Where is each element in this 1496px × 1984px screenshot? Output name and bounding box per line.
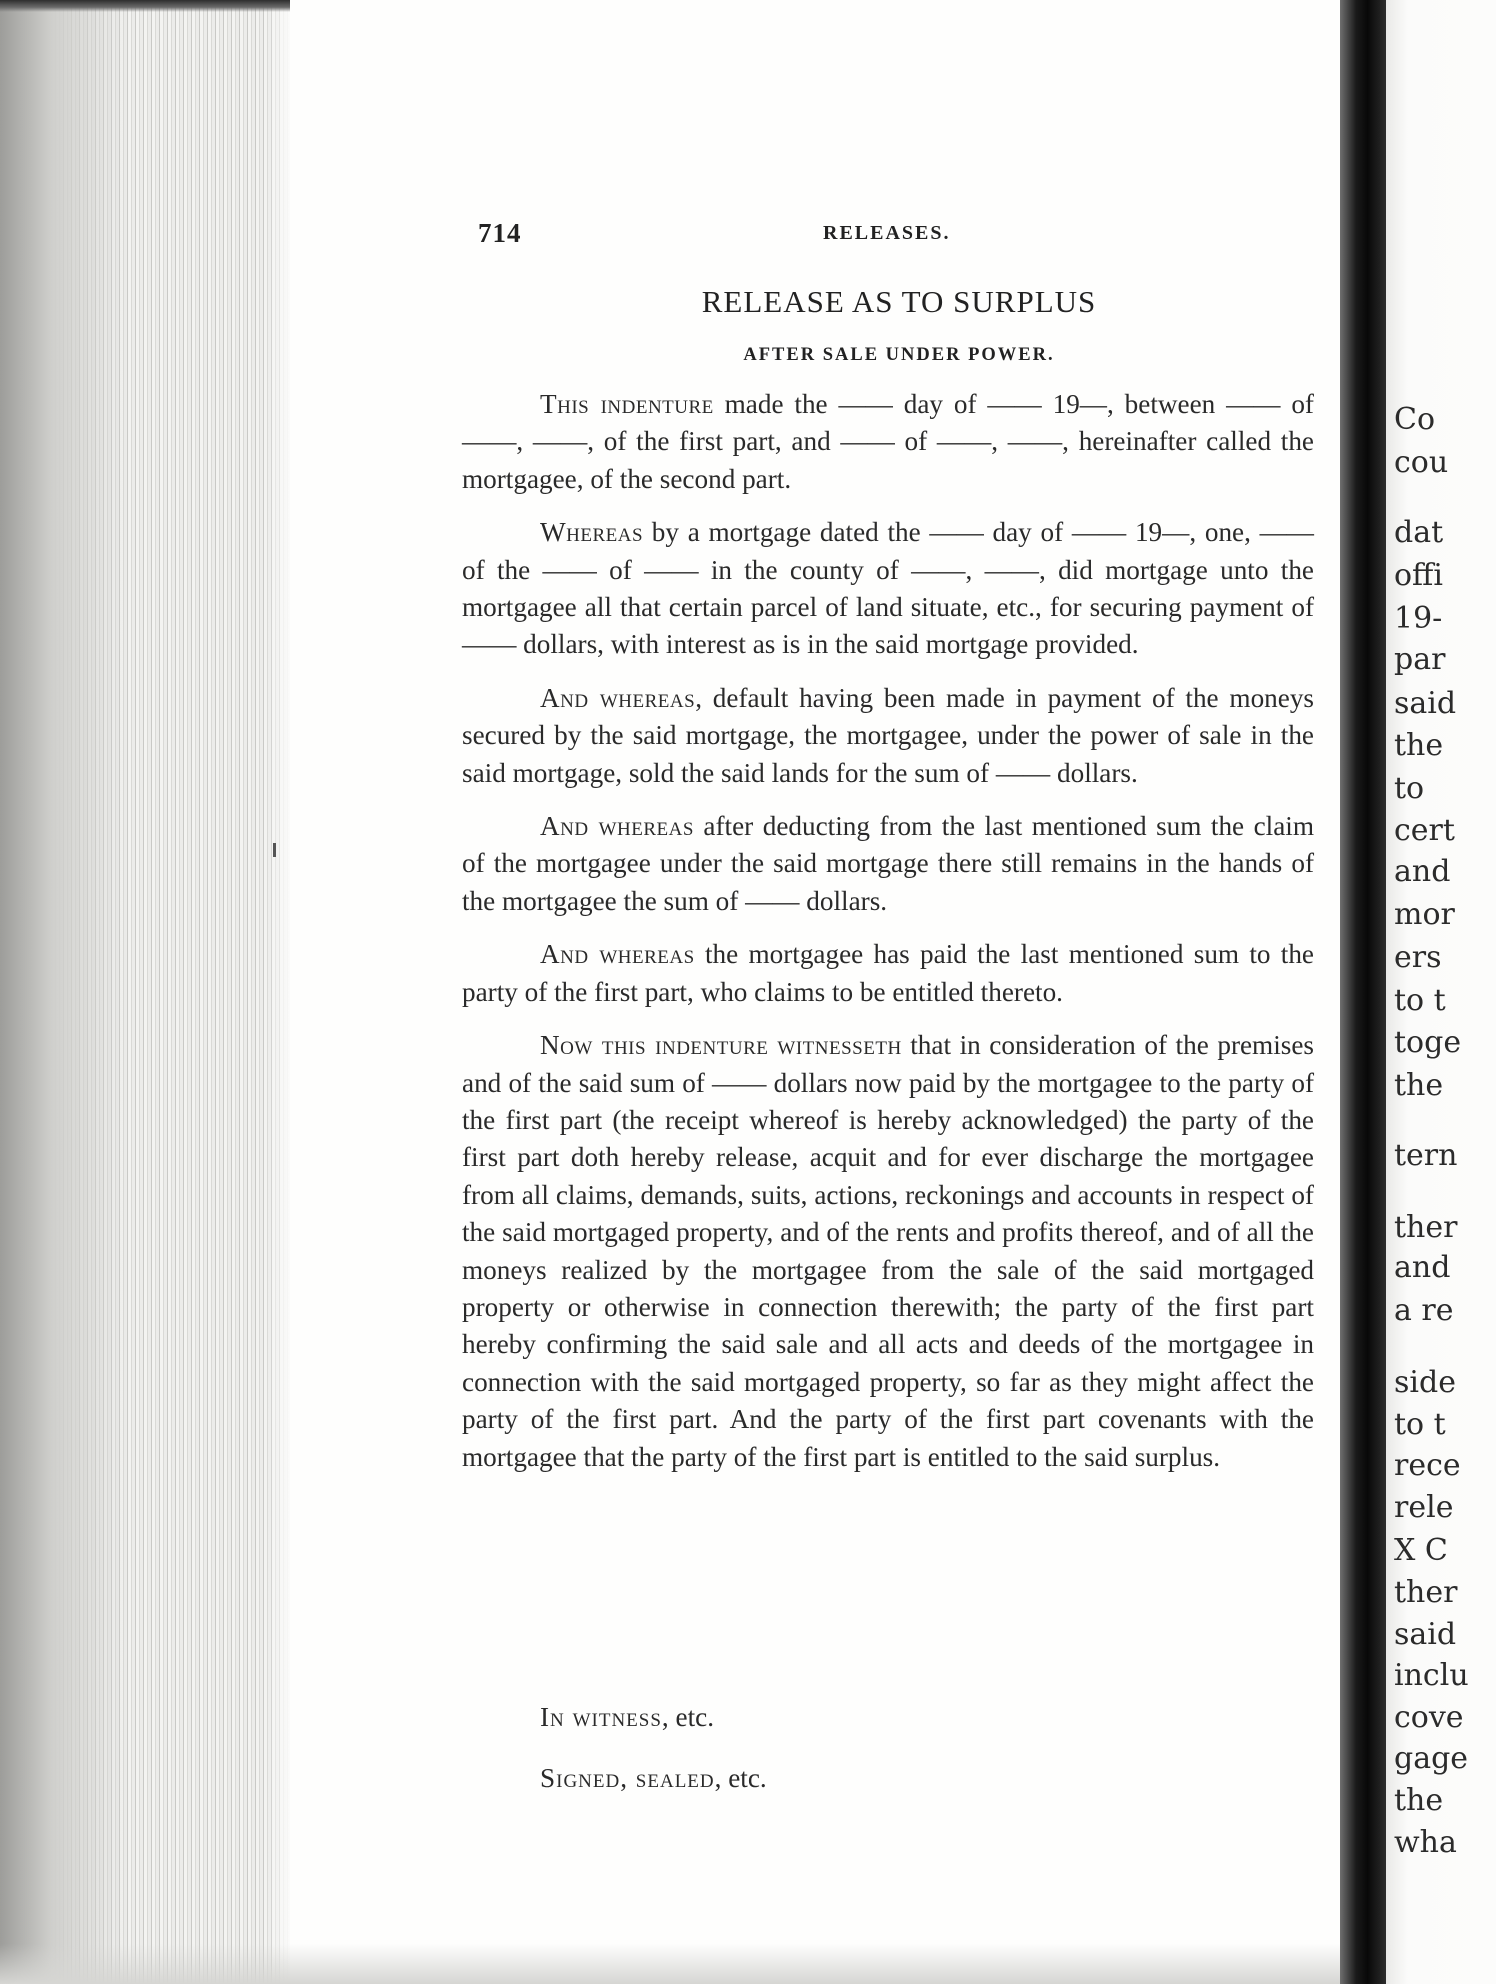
- facing-page-fragment: said: [1394, 686, 1457, 721]
- paragraph-lead: Now this indenture witnesseth: [540, 1030, 902, 1061]
- facing-page-fragment: a re: [1394, 1293, 1454, 1328]
- facing-page-fragment: par: [1394, 642, 1446, 677]
- facing-page-fragment: to: [1394, 771, 1425, 806]
- book-gutter: [1340, 0, 1386, 1984]
- facing-page-fragment: X C: [1394, 1533, 1448, 1568]
- facing-page-fragment: to t: [1394, 1407, 1446, 1442]
- paragraph-lead: And whereas: [540, 811, 694, 842]
- form-title: RELEASE AS TO SURPLUS: [701, 284, 1097, 319]
- paragraph-indenture: [462, 386, 1314, 498]
- facing-page-fragment: to t: [1394, 983, 1446, 1018]
- closing-lead: In witness: [540, 1702, 662, 1732]
- running-head: [478, 218, 1320, 258]
- facing-page-fragment: the: [1394, 1783, 1444, 1818]
- paragraph-lead: And whereas: [540, 682, 696, 713]
- facing-page-fragment: said: [1394, 1617, 1457, 1652]
- facing-page-fragment: the: [1394, 728, 1444, 763]
- facing-page-fragment: 19-: [1394, 601, 1443, 636]
- paragraph-text: that in consideration of the premises and of the said sum of —— dollars now paid by the mortgagee to the party of the first part (the receipt whereof is hereby acknowledged) the party of the first part doth hereby release, acquit and for ever discharge the mortgagee from all claims, demands, suits, actions, reckonings and accounts in respect of the said mortgaged property, and of the rents and profits thereof, and of all the moneys realized by the mortgagee from the sale of the said mortgaged property or otherwise in connection therewith; the party of the first part hereby confirming the said sale and all acts and deeds of the mortgagee in connection with the said mortgaged property, so far as they might affect the party of the first part. And the party of the first part covenants with the mortgagee that the party of the first part is entitled to the said surplus.: [462, 1030, 1314, 1472]
- paragraph-whereas-paid: [462, 936, 1314, 1011]
- page-number: 714: [478, 218, 522, 248]
- facing-page-fragment: cert: [1394, 813, 1455, 848]
- paragraph-lead: Whereas: [540, 517, 644, 548]
- facing-page-fragment: ers: [1394, 940, 1442, 975]
- form-body: [462, 386, 1314, 1476]
- facing-page-fragment: wha: [1394, 1825, 1457, 1860]
- closing-text: , etc.: [714, 1763, 767, 1793]
- facing-page-fragment: rece: [1394, 1448, 1461, 1483]
- paragraph-whereas-default: [462, 680, 1314, 792]
- in-witness-line: [540, 1702, 714, 1733]
- paragraph-text: the mortgagee has paid the last mentioned sum to the party of the first part, who claims to be entitled thereto.: [462, 939, 1315, 1007]
- facing-page-fragment: cove: [1394, 1700, 1464, 1735]
- facing-page-fragment: tern: [1394, 1138, 1458, 1173]
- facing-page-fragment: Co: [1394, 402, 1436, 437]
- paragraph-text: , default having been made in payment of the moneys secured by the said mortgage, the mortgagee, under the power of sale in the said mortgage, sold the said lands for the sum of —— dollars.: [462, 682, 1314, 788]
- facing-page-fragment: and: [1394, 854, 1451, 889]
- facing-page-fragment: cou: [1394, 445, 1449, 480]
- facing-page-fragment: offi: [1394, 558, 1443, 593]
- closing-text: , etc.: [661, 1702, 714, 1732]
- paragraph-text: made the —— day of —— 19—, between —— of ——, ——, of the first part, and —— of ——, ——, hereinafter called the mortgagee, of the second part.: [462, 389, 1314, 494]
- facing-page-fragment: side: [1394, 1365, 1456, 1400]
- paragraph-whereas-surplus: [462, 808, 1314, 920]
- facing-page-fragment: gage: [1394, 1741, 1469, 1776]
- form-subtitle: AFTER SALE UNDER POWER.: [743, 345, 1055, 365]
- facing-page-fragment: ther: [1394, 1575, 1458, 1610]
- page-bottom-shade: [0, 1944, 1350, 1984]
- facing-page-fragment: rele: [1394, 1490, 1454, 1525]
- facing-page-fragment: mor: [1394, 897, 1455, 932]
- paragraph-lead: This indenture: [540, 389, 714, 419]
- paragraph-whereas-mortgage: [462, 514, 1314, 664]
- facing-page-fragment: inclu: [1394, 1658, 1469, 1693]
- signed-sealed-line: [540, 1763, 767, 1794]
- facing-page: [1386, 0, 1496, 1984]
- closing-lead: Signed, sealed: [540, 1763, 715, 1793]
- book-page-edges: [0, 0, 290, 1984]
- edge-mark: [273, 843, 276, 857]
- facing-page-fragment: and: [1394, 1250, 1451, 1285]
- paragraph-text: by a mortgage dated the —— day of —— 19—, one, —— of the —— of —— in the county of ——, ——, did mortgage unto the mortgagee all that certain parcel of land situate, etc., for securing payment of —— dollars, with interest as is in the said mortgage provided.: [462, 517, 1314, 660]
- paragraph-text: after deducting from the last mentioned sum the claim of the mortgagee under the said mortgage there still remains in the hands of the mortgagee the sum of —— dollars.: [462, 811, 1315, 916]
- facing-page-fragment: ther: [1394, 1210, 1458, 1245]
- paragraph-witnesseth: [462, 1027, 1314, 1476]
- paragraph-lead: And whereas: [540, 939, 695, 970]
- facing-page-fragment: toge: [1394, 1025, 1462, 1060]
- running-head-title: RELEASES.: [823, 222, 951, 244]
- facing-page-fragment: dat: [1394, 515, 1444, 550]
- facing-page-fragment: the: [1394, 1068, 1444, 1103]
